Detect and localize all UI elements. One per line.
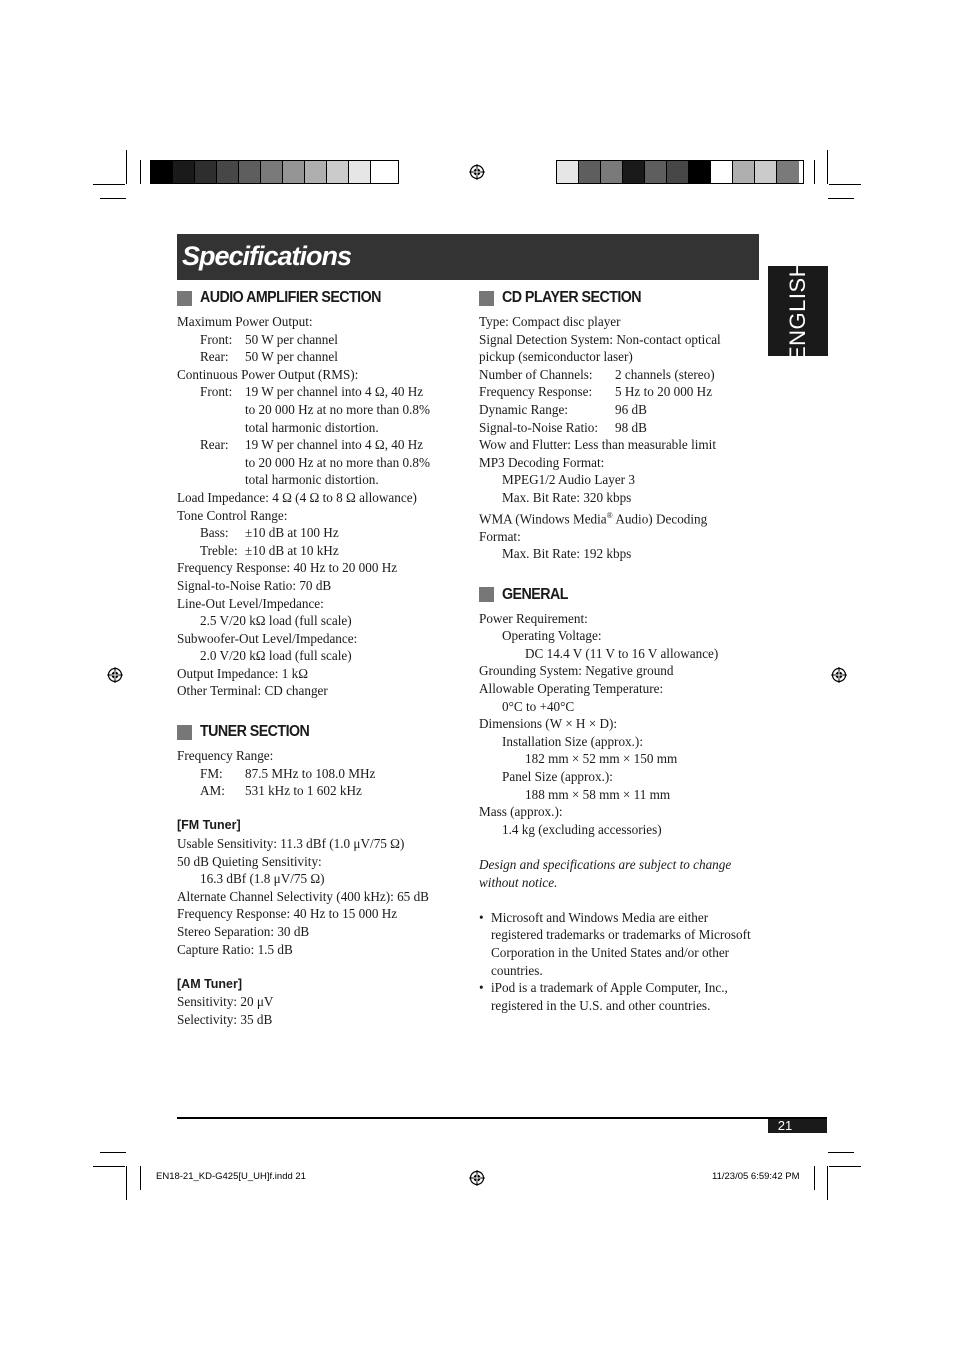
spec-line: Tone Control Range: xyxy=(177,507,288,523)
section-square-icon xyxy=(479,587,494,602)
crop-mark xyxy=(100,198,126,199)
spec-line: Selectivity: 35 dB xyxy=(177,1011,273,1027)
section-square-icon xyxy=(479,291,494,306)
spec-line: Alternate Channel Selectivity (400 kHz): 65 dB xyxy=(177,888,429,904)
crop-mark xyxy=(827,150,828,184)
spec-line: Operating Voltage: xyxy=(502,628,602,644)
spec-value: 98 dB xyxy=(615,419,647,435)
spec-label: Frequency Response: xyxy=(479,384,593,400)
color-swatch xyxy=(239,161,261,183)
bullet-item xyxy=(479,909,755,979)
section-heading-general xyxy=(479,585,764,605)
file-slug: EN18-21_KD-G425[U_UH]f.indd 21 xyxy=(156,1171,306,1182)
spec-label: FM: xyxy=(200,765,223,781)
color-swatch xyxy=(601,161,623,183)
spec-row xyxy=(177,765,457,783)
spec-line: Installation Size (approx.): xyxy=(502,733,643,749)
bullet-item xyxy=(479,979,755,1014)
spec-line: Grounding System: Negative ground xyxy=(479,663,674,679)
spec-row xyxy=(177,524,457,542)
spec-line xyxy=(479,507,764,528)
crop-mark xyxy=(829,1166,861,1167)
color-swatch xyxy=(349,161,371,183)
spec-line: Format: xyxy=(479,528,521,544)
spec-row xyxy=(177,383,457,401)
spec-line: Signal-to-Noise Ratio: 70 dB xyxy=(177,577,332,593)
spec-line: 0°C to +40°C xyxy=(502,698,575,714)
footer-rule xyxy=(177,1117,827,1119)
spec-label: Signal-to-Noise Ratio: xyxy=(479,419,599,435)
spec-line: Frequency Range: xyxy=(177,748,274,764)
color-swatch xyxy=(195,161,217,183)
right-column xyxy=(479,288,764,1014)
color-swatch xyxy=(173,161,195,183)
spec-line: Allowable Operating Temperature: xyxy=(479,681,664,697)
spec-line: Sensitivity: 20 μV xyxy=(177,994,274,1010)
spec-line: Max. Bit Rate: 320 kbps xyxy=(502,489,632,505)
spec-value-cont: to 20 000 Hz at no more than 0.8% xyxy=(245,454,430,470)
spec-line: 2.0 V/20 kΩ load (full scale) xyxy=(200,648,352,664)
color-swatch xyxy=(755,161,777,183)
color-calibration-bar-right xyxy=(556,160,804,184)
spec-value: 531 kHz to 1 602 kHz xyxy=(245,783,362,799)
spec-line: Usable Sensitivity: 11.3 dBf (1.0 μV/75 Ω) xyxy=(177,836,405,852)
color-swatch xyxy=(217,161,239,183)
spec-line: Panel Size (approx.): xyxy=(502,769,613,785)
spec-line: Signal Detection System: Non-contact optical xyxy=(479,331,721,347)
crop-mark xyxy=(140,160,141,184)
registration-mark-icon xyxy=(831,667,847,683)
registration-mark-icon xyxy=(469,1170,485,1186)
color-calibration-bar-left xyxy=(150,160,399,184)
color-swatch xyxy=(305,161,327,183)
section-square-icon xyxy=(177,291,192,306)
spec-line: Mass (approx.): xyxy=(479,804,563,820)
spec-value: 87.5 MHz to 108.0 MHz xyxy=(245,765,376,781)
spec-line: DC 14.4 V (11 V to 16 V allowance) xyxy=(525,645,719,661)
spec-line: Power Requirement: xyxy=(479,610,588,626)
spec-value: 2 channels (stereo) xyxy=(615,366,715,382)
spec-text: Audio) Decoding xyxy=(612,510,708,526)
crop-mark xyxy=(814,1166,815,1190)
crop-mark xyxy=(100,1152,126,1153)
language-tab-label: ENGLISH xyxy=(785,260,810,362)
spec-line: Subwoofer-Out Level/Impedance: xyxy=(177,630,358,646)
spec-line: 188 mm × 58 mm × 11 mm xyxy=(525,786,671,802)
spec-line: Frequency Response: 40 Hz to 15 000 Hz xyxy=(177,906,398,922)
spec-label: Front: xyxy=(200,384,233,400)
spec-line: Wow and Flutter: Less than measurable limit xyxy=(479,437,716,453)
registration-mark-icon xyxy=(107,667,123,683)
spec-row xyxy=(479,401,764,419)
spec-line: Continuous Power Output (RMS): xyxy=(177,366,359,382)
crop-mark xyxy=(126,1166,127,1200)
registered-mark: ® xyxy=(606,510,613,520)
section-heading-audio xyxy=(177,288,457,308)
color-swatch xyxy=(557,161,579,183)
crop-mark xyxy=(140,1166,141,1190)
spec-label: Number of Channels: xyxy=(479,366,593,382)
spec-line: MP3 Decoding Format: xyxy=(479,454,605,470)
spec-value: ±10 dB at 100 Hz xyxy=(245,525,339,541)
crop-mark xyxy=(93,1166,125,1167)
page-number: 21 xyxy=(777,1118,793,1133)
spec-line: 182 mm × 52 mm × 150 mm xyxy=(525,751,678,767)
color-swatch xyxy=(579,161,601,183)
spec-value-cont: to 20 000 Hz at no more than 0.8% xyxy=(245,401,430,417)
bullet-text: Microsoft and Windows Media are either registered trademarks or trademarks of Microsoft Corporation in the United States and/or other countries. xyxy=(491,909,751,978)
spec-label: Treble: xyxy=(200,542,238,558)
section-heading-cd xyxy=(479,288,764,308)
crop-mark xyxy=(93,184,125,185)
spec-value: 5 Hz to 20 000 Hz xyxy=(615,384,713,400)
spec-line: Output Impedance: 1 kΩ xyxy=(177,665,309,681)
crop-mark xyxy=(828,198,854,199)
spec-line: Stereo Separation: 30 dB xyxy=(177,924,310,939)
bullet-icon: • xyxy=(479,980,484,996)
color-swatch xyxy=(371,161,393,183)
spec-line: Dimensions (W × H × D): xyxy=(479,716,618,732)
registration-mark-icon xyxy=(469,164,485,180)
spec-row xyxy=(177,542,457,560)
spec-line: Maximum Power Output: xyxy=(177,314,313,329)
section-title: AUDIO AMPLIFIER SECTION xyxy=(200,289,381,307)
spec-value: 19 W per channel into 4 Ω, 40 Hz xyxy=(245,437,424,453)
color-swatch xyxy=(327,161,349,183)
color-swatch xyxy=(645,161,667,183)
spec-line: Max. Bit Rate: 192 kbps xyxy=(502,546,632,562)
left-column xyxy=(177,288,457,1029)
crop-mark xyxy=(814,160,815,184)
section-title: TUNER SECTION xyxy=(200,723,310,741)
spec-label: Bass: xyxy=(200,525,229,541)
bullet-text: iPod is a trademark of Apple Computer, Inc., registered in the U.S. and other countries. xyxy=(491,980,728,1013)
date-slug: 11/23/05 6:59:42 PM xyxy=(712,1171,800,1182)
crop-mark xyxy=(829,184,861,185)
color-swatch xyxy=(667,161,689,183)
subsection-title: [AM Tuner] xyxy=(177,976,243,991)
spec-label: Dynamic Range: xyxy=(479,401,568,417)
spec-value: 50 W per channel xyxy=(245,349,338,365)
spec-row xyxy=(177,348,457,366)
color-swatch xyxy=(623,161,645,183)
color-swatch xyxy=(283,161,305,183)
notice-text: Design and specifications are subject to change without notice. xyxy=(479,857,732,890)
color-swatch xyxy=(711,161,733,183)
spec-line: 16.3 dBf (1.8 μV/75 Ω) xyxy=(200,871,325,887)
color-swatch xyxy=(733,161,755,183)
spec-line: Type: Compact disc player xyxy=(479,314,621,329)
spec-value: 96 dB xyxy=(615,401,647,417)
section-heading-tuner xyxy=(177,722,457,742)
spec-line: MPEG1/2 Audio Layer 3 xyxy=(502,472,635,488)
bullet-icon: • xyxy=(479,909,484,925)
spec-value-cont: total harmonic distortion. xyxy=(245,419,379,435)
section-title: CD PLAYER SECTION xyxy=(502,289,642,307)
spec-line: Line-Out Level/Impedance: xyxy=(177,595,324,611)
spec-label: Front: xyxy=(200,331,233,347)
color-swatch xyxy=(689,161,711,183)
spec-line: Frequency Response: 40 Hz to 20 000 Hz xyxy=(177,560,398,576)
spec-label: Rear: xyxy=(200,437,229,453)
spec-value: 50 W per channel xyxy=(245,331,338,347)
spec-value: ±10 dB at 10 kHz xyxy=(245,542,339,558)
section-square-icon xyxy=(177,725,192,740)
spec-line: pickup (semiconductor laser) xyxy=(479,349,633,365)
spec-row xyxy=(479,366,764,384)
spec-text: WMA (Windows Media xyxy=(479,510,607,526)
spec-value: 19 W per channel into 4 Ω, 40 Hz xyxy=(245,384,424,400)
crop-mark xyxy=(126,150,127,184)
spec-label: AM: xyxy=(200,783,225,799)
spec-row xyxy=(479,419,764,437)
color-swatch xyxy=(151,161,173,183)
subsection-title: [FM Tuner] xyxy=(177,818,241,833)
spec-line: 1.4 kg (excluding accessories) xyxy=(502,821,662,837)
crop-mark xyxy=(828,1152,854,1153)
spec-line: 50 dB Quieting Sensitivity: xyxy=(177,853,322,869)
crop-mark xyxy=(827,1166,828,1200)
spec-line: Other Terminal: CD changer xyxy=(177,683,328,699)
spec-row xyxy=(177,782,457,800)
section-title: GENERAL xyxy=(502,585,568,603)
page-title: Specifications xyxy=(182,241,352,271)
spec-row xyxy=(177,331,457,349)
color-swatch xyxy=(777,161,799,183)
spec-line: Capture Ratio: 1.5 dB xyxy=(177,941,293,957)
spec-row xyxy=(479,383,764,401)
spec-line: 2.5 V/20 kΩ load (full scale) xyxy=(200,613,352,629)
spec-value-cont: total harmonic distortion. xyxy=(245,472,379,488)
color-swatch xyxy=(261,161,283,183)
spec-row xyxy=(177,436,457,454)
spec-line: Load Impedance: 4 Ω (4 Ω to 8 Ω allowance) xyxy=(177,489,417,505)
spec-label: Rear: xyxy=(200,349,229,365)
